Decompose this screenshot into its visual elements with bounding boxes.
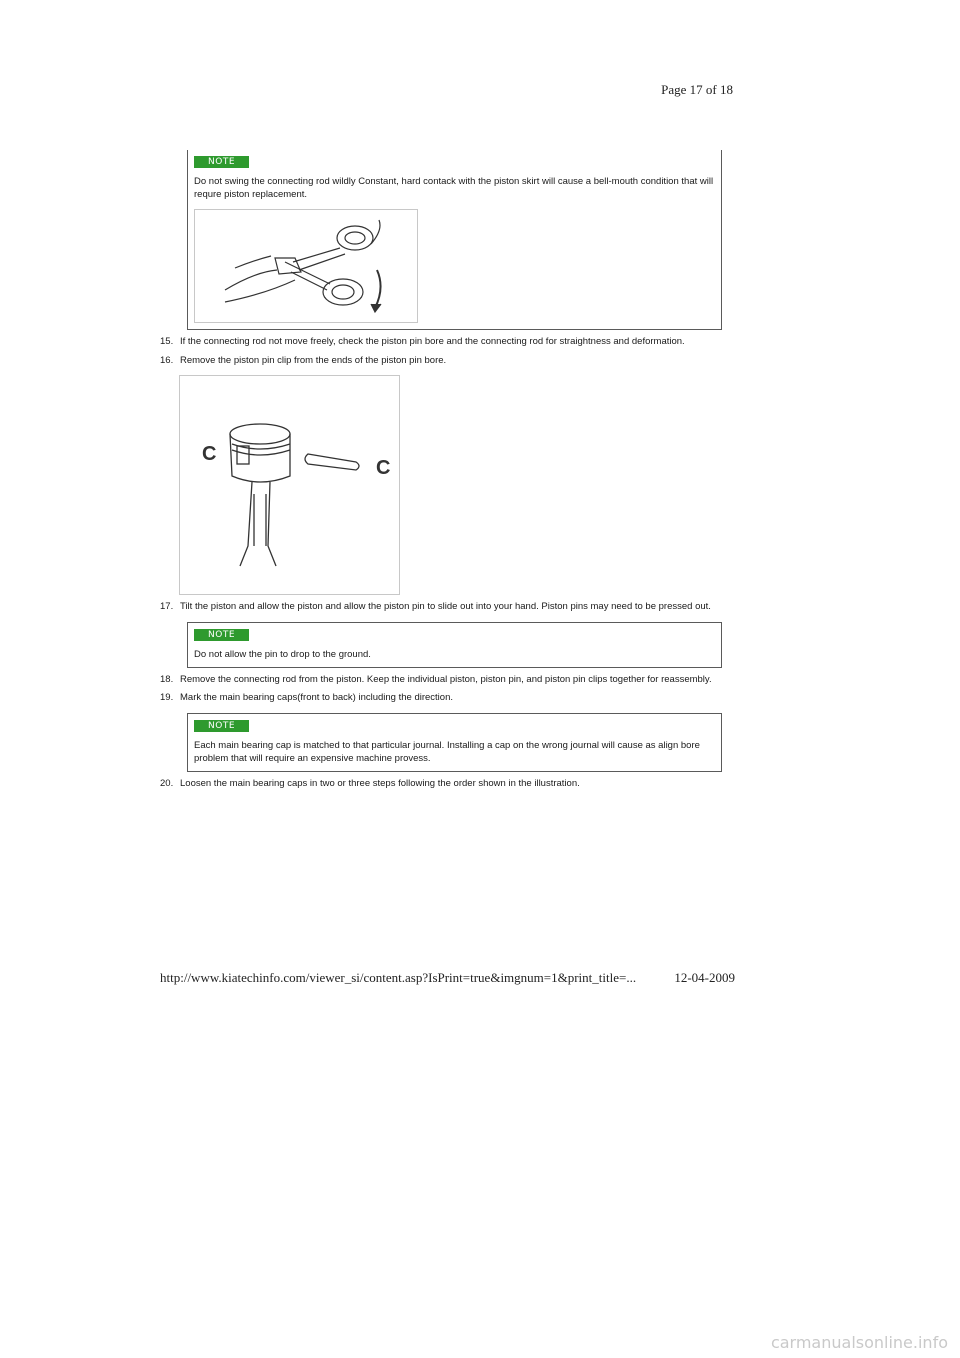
step-number: 15.	[160, 336, 174, 347]
document-body	[160, 150, 730, 790]
watermark: carmanualsonline.info	[770, 1333, 948, 1352]
piston-pin-drawing	[180, 376, 399, 594]
step-20	[160, 778, 730, 791]
note-text: Do not swing the connecting rod wildly Constant, hard contack with the piston skirt will cause a bell-mouth condition that will requre piston replacement.	[194, 176, 714, 200]
clip-label-left: C	[202, 443, 217, 465]
step-16	[160, 355, 730, 368]
step-18	[160, 674, 730, 687]
page-number: Page 17 of 18	[661, 82, 733, 97]
note-box-pin	[187, 622, 722, 668]
note-box-swing	[187, 150, 722, 330]
step-number: 16.	[160, 354, 174, 366]
note-text: Each main bearing cap is matched to that particular journal. Installing a cap on the wrong journal will cause as align bore problem that will require an expensive machine provess.	[194, 739, 700, 764]
step-15	[160, 336, 730, 349]
step-text: Loosen the main bearing caps in two or three steps following the order shown in the illustration.	[180, 777, 580, 789]
step-number: 19.	[160, 692, 174, 703]
note-tag: NOTE	[194, 629, 249, 641]
step-number: 17.	[160, 601, 174, 612]
connecting-rod-drawing	[195, 210, 417, 322]
footer-url: http://www.kiatechinfo.com/viewer_si/content.asp?IsPrint=true&imgnum=1&print_title=...	[160, 970, 637, 985]
piston-pin-illustration	[179, 375, 400, 595]
note-tag: NOTE	[194, 720, 249, 732]
footer-date: 12-04-2009	[674, 970, 735, 985]
step-19	[160, 692, 730, 705]
connecting-rod-illustration	[194, 209, 418, 323]
step-text: Remove the piston pin clip from the ends of the piston pin bore.	[180, 354, 447, 366]
page-footer	[160, 970, 735, 986]
clip-label-right: C	[376, 457, 391, 479]
note-tag: NOTE	[194, 156, 249, 168]
step-text: Mark the main bearing caps(front to back) including the direction.	[180, 692, 453, 703]
step-number: 18.	[160, 673, 174, 685]
note-box-bearing-cap	[187, 713, 722, 772]
step-17	[160, 601, 730, 614]
step-text: Tilt the piston and allow the piston and allow the piston pin to slide out into your hand. Piston pins may need to be pressed out.	[180, 601, 711, 612]
note-text: Do not allow the pin to drop to the ground.	[194, 648, 371, 660]
step-text: If the connecting rod not move freely, check the piston pin bore and the connecting rod for straightness and deformation.	[180, 336, 685, 347]
step-number: 20.	[160, 777, 174, 789]
step-text: Remove the connecting rod from the piston. Keep the individual piston, piston pin, and piston pin clips together for reassembly.	[180, 673, 712, 685]
